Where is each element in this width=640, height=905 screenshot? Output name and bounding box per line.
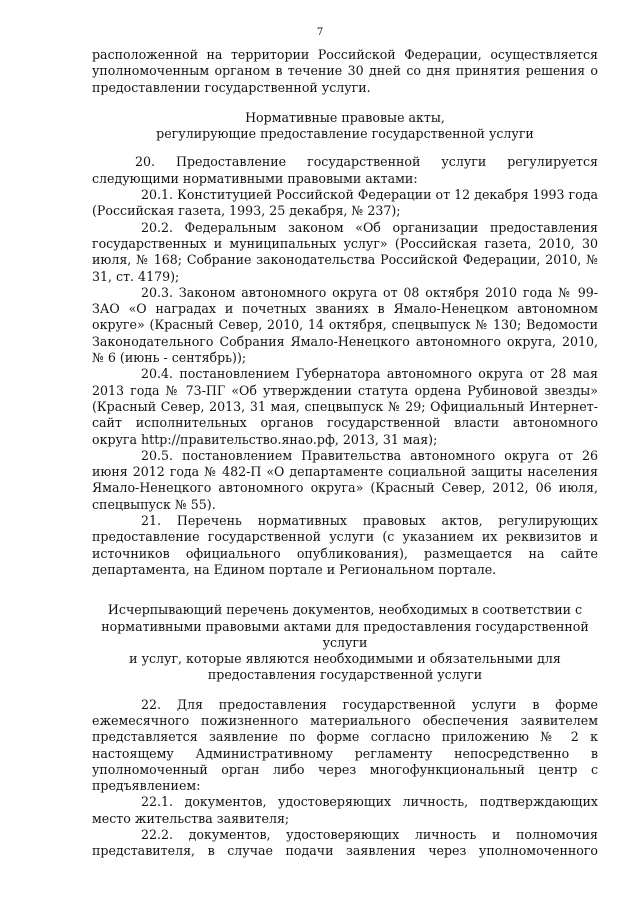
- section-heading-documents-line-1: Исчерпывающий перечень документов, необходимых в соответствии с: [107, 602, 583, 618]
- page-content: [92, 47, 598, 860]
- paragraph-20-3: 20.3. Законом автономного округа от 08 октября 2010 года № 99-ЗАО «О наградах и почетных званиях в Ямало-Ненецком автономном округе» (Красный Север, 2010, 14 октября, спецвыпуск № 130; Ведомости Законодательного Собрания Ямало-Ненецкого автономного округа, 2010, № 6 (июнь - сентябрь));: [92, 284, 598, 366]
- section-heading-documents-line-2: нормативными правовыми актами для предоставления государственной услуги: [101, 618, 589, 650]
- paragraph-20-4: 20.4. постановлением Губернатора автономного округа от 28 мая 2013 года № 73-ПГ «Об утверждении статута ордена Рубиновой звезды» (Красный Север, 2013, 31 мая, спецвыпуск № 29; Официальный Интернет-сайт исполнительных органов государственной власти автономного округа http://правительство.янао.рф, 2013, 31 мая);: [92, 366, 598, 447]
- section-heading-documents-line-3: и услуг, которые являются необходимыми и обязательными для: [129, 651, 561, 667]
- section-heading-documents-line-4: предоставления государственной услуги: [207, 667, 483, 683]
- section-heading-legal-acts-line-1: Нормативные правовые акты,: [245, 109, 445, 125]
- paragraph-20-1: 20.1. Конституцией Российской Федерации от 12 декабря 1993 года (Российская газета, 1993, 25 декабря, № 237);: [92, 187, 598, 219]
- paragraph-20-2: 20.2. Федеральным законом «Об организации предоставления государственных и муниципальных услуг» (Российская газета, 2010, 30 июля, № 168; Собрание законодательства Российской Федерации, 2010, № 31, ст. 4179);: [92, 219, 598, 284]
- section-heading-legal-acts-line-2: регулирующие предоставление государственной услуги: [156, 126, 534, 142]
- paragraph-22: 22. Для предоставления государственной услуги в форме ежемесячного пожизненного материального обеспечения заявителем представляется заявление по форме согласно приложению № 2 к настоящему Административному регламенту непосредственно в уполномоченный орган либо через многофункциональный центр с предъявлением:: [92, 696, 598, 794]
- paragraph-22-2: 22.2. документов, удостоверяющих личность и полномочия представителя, в случае подачи заявления через уполномоченного: [92, 827, 598, 859]
- paragraph-intro: расположенной на территории Российской Федерации, осуществляется уполномоченным органом в течение 30 дней со дня принятия решения о предоставлении государственной услуги.: [92, 47, 598, 95]
- paragraph-22-1: 22.1. документов, удостоверяющих личность, подтверждающих место жительства заявителя;: [92, 794, 598, 826]
- paragraph-20: 20. Предоставление государственной услуги регулируется следующими нормативными правовыми актами:: [92, 154, 598, 186]
- page-number: 7: [316, 27, 324, 38]
- paragraph-21: 21. Перечень нормативных правовых актов, регулирующих предоставление государственной услуги (с указанием их реквизитов и источников официального опубликования), размещается на сайте департамента, на Едином портале и Региональном портале.: [92, 513, 598, 577]
- paragraph-20-5: 20.5. постановлением Правительства автономного округа от 26 июня 2012 года № 482-П «О департаменте социальной защиты населения Ямало-Ненецкого автономного округа» (Красный Север, 2012, 06 июля, спецвыпуск № 55).: [92, 447, 598, 512]
